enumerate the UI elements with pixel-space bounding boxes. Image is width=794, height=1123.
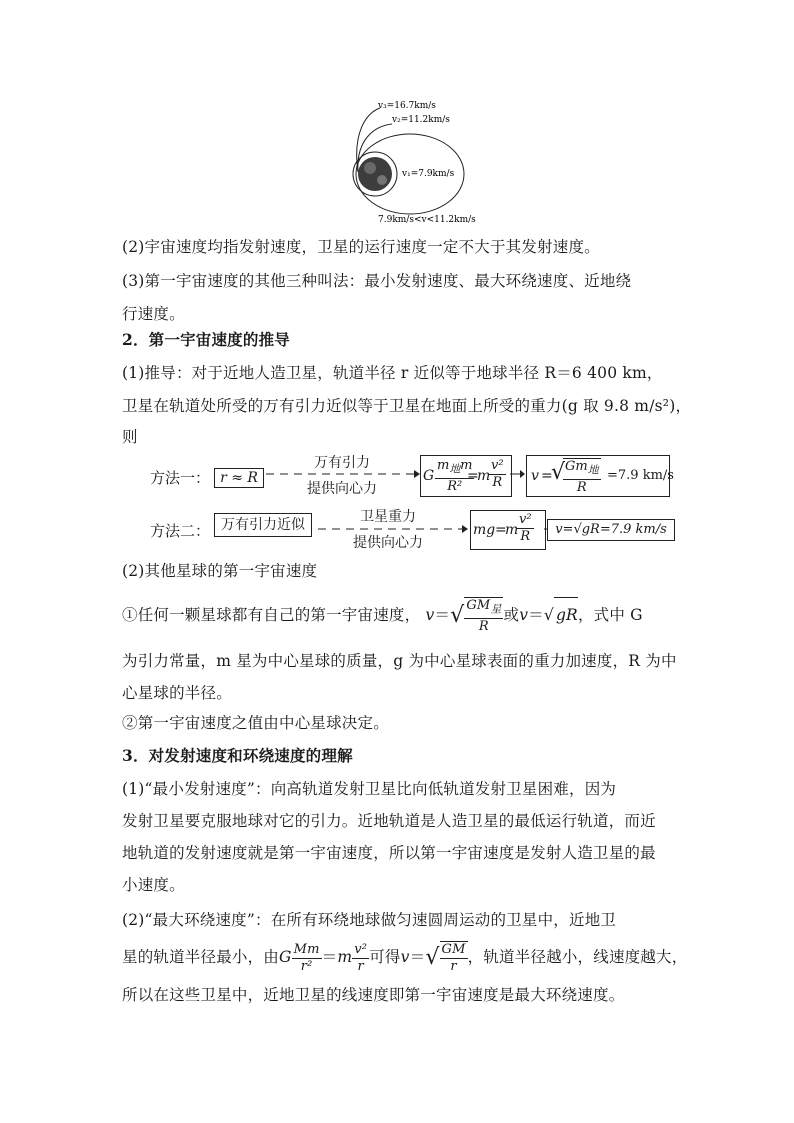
method1-arrow-bottom: 提供向心力 (307, 481, 377, 497)
method2-box-result: v=√gR=7.9 km/s (547, 519, 675, 541)
other-line-4: ②第一宇宙速度之值由中心星球决定。 (122, 714, 389, 732)
method1-box-approx: r ≈ R (214, 468, 264, 488)
v1-label: v₁=7.9km/s (402, 169, 455, 179)
method1-box-gravity: G $m_地m$ R² = m $\frac{\text{v²}}{R}$ (420, 455, 512, 497)
para-3a: (3)第一宇宙速度的其他三种叫法：最小发射速度、最大环绕速度、近地绕 (122, 272, 632, 290)
method2-box-gravity: mg = m $\frac{\text{v²}}{R}$ (470, 510, 546, 550)
method2-label: 方法二： (150, 522, 211, 540)
heading-2: 2．第一宇宙速度的推导 (122, 330, 290, 349)
earth-image (358, 157, 392, 191)
other-heading: (2)其他星球的第一宇宙速度 (122, 562, 318, 580)
para-2: (2)宇宙速度均指发射速度，卫星的运行速度一定不大于其发射速度。 (122, 238, 600, 256)
method1-label: 方法一： (150, 469, 211, 487)
heading-3: 3．对发射速度和环绕速度的理解 (122, 746, 353, 765)
other-line-3: 心星球的半径。 (122, 684, 232, 702)
method1-result: =7.9 km/s (607, 468, 674, 483)
method1-arrow2 (510, 468, 526, 480)
understand-1c: 地轨道的发射速度就是第一宇宙速度，所以第一宇宙速度是发射人造卫星的最 (122, 844, 656, 862)
method1-box-result: v = √ $Gm_地$ R =7.9 km/s (526, 455, 670, 497)
orbit-figure (330, 90, 530, 230)
method1-arrow-top: 万有引力 (314, 455, 370, 471)
deriv-1c: 则 (122, 428, 138, 446)
understand-1b: 发射卫星要克服地球对它的引力。近地轨道是人造卫星的最低运行轨道，而近 (122, 812, 656, 830)
understand-2b: 星的轨道半径最小，由G $\frac{Mm}{\text{r²}}$ ＝m $\frac{\text{v²}}{r}$ 可得v＝√ $\frac{GM}{r}$ ，轨道半径越小，线速度越大， (122, 941, 688, 974)
v2-label: v₂=11.2km/s (392, 115, 450, 125)
deriv-1b: 卫星在轨道处所受的万有引力近似等于卫星在地面上所受的重力(g 取 9.8 m/s²)， (122, 397, 692, 415)
v3-label: v₃=16.7km/s (378, 101, 436, 111)
understand-1a: (1)“最小发射速度”：向高轨道发射卫星比向低轨道发射卫星困难，因为 (122, 780, 617, 798)
method2-box-approx: 万有引力近似 (214, 513, 312, 537)
para-3b: 行速度。 (122, 305, 185, 323)
method2-arrow-bottom: 提供向心力 (353, 535, 423, 551)
deriv-1a: (1)推导：对于近地人造卫星，轨道半径 r 近似等于地球半径 R＝6 400 km， (122, 364, 663, 382)
understand-2c: 所以在这些卫星中，近地卫星的线速度即第一宇宙速度是最大环绕速度。 (122, 986, 625, 1004)
other-line-1: ①任何一颗星球都有自己的第一宇宙速度， v＝√ $\frac{GM_星}{R}$ 或v＝√ gR，式中 G (122, 598, 643, 634)
method2-arrow-top: 卫星重力 (360, 509, 416, 525)
range-label: 7.9km/s<v<11.2km/s (378, 215, 476, 225)
other-line-2: 为引力常量，m 星为中心星球的质量，g 为中心星球表面的重力加速度，R 为中 (122, 652, 677, 670)
understand-2a: (2)“最大环绕速度”：在所有环绕地球做匀速圆周运动的卫星中，近地卫 (122, 911, 617, 929)
understand-1d: 小速度。 (122, 876, 185, 894)
